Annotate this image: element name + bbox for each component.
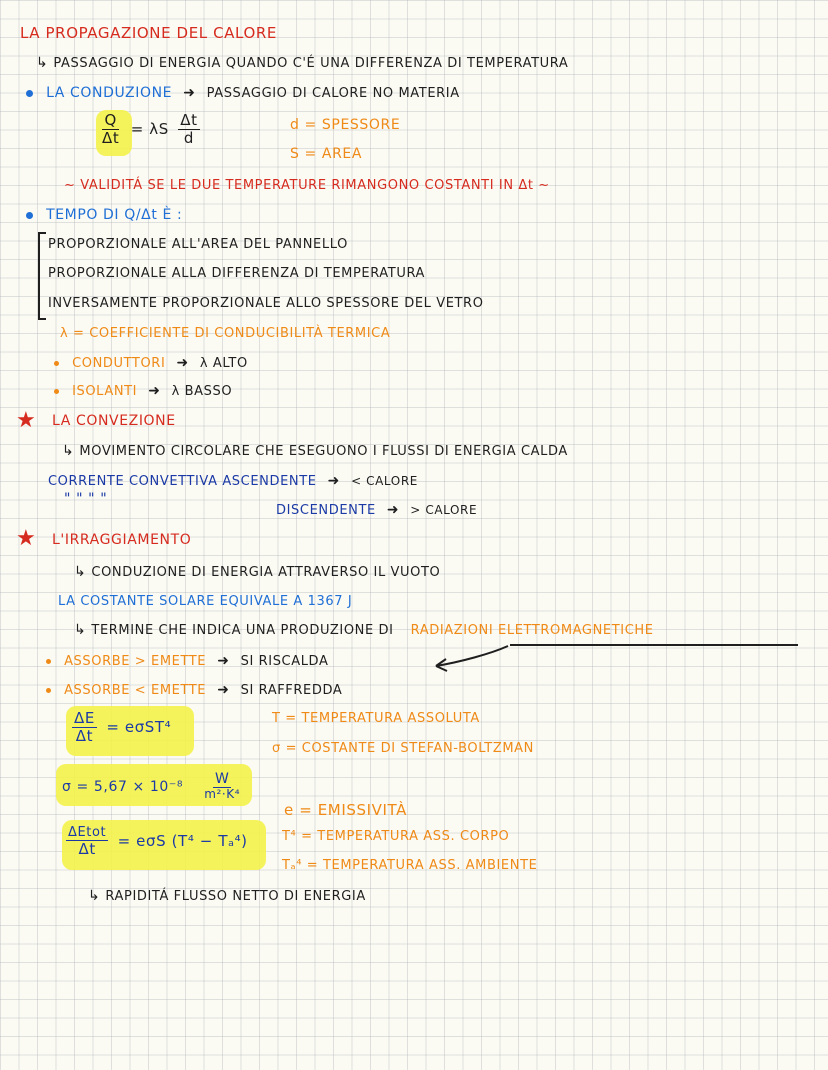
d-definition: d = SPESSORE (290, 117, 401, 133)
isolanti-line (54, 384, 232, 398)
convezione-desc-line (62, 444, 568, 458)
conduzione-label: LA CONDUZIONE (46, 85, 173, 101)
return-arrow-icon: ↳ (74, 564, 87, 580)
net-flux-formula (66, 826, 248, 858)
isolanti-label: ISOLANTI (72, 384, 138, 399)
conduttori-line (54, 356, 248, 370)
conduction-formula (100, 112, 200, 146)
return-arrow-icon: ↳ (36, 55, 49, 71)
right-arrow-icon: ➜ (176, 355, 189, 371)
prop-item: PROPORZIONALE ALL'AREA DEL PANNELLO (48, 237, 348, 252)
page-title: LA PROPAGAZIONE DEL CALORE (20, 24, 277, 42)
formula-num: ΔE (74, 709, 95, 727)
ditto-marks: " " " " (64, 491, 108, 507)
right-arrow-icon: ➜ (327, 473, 340, 489)
prop-item: PROPORZIONALE ALLA DIFFERENZA DI TEMPERATURA (48, 266, 426, 281)
ascendente-value: < CALORE (351, 474, 418, 488)
assorbe2-label: ASSORBE < EMETTE (64, 683, 207, 698)
radiazioni-text: RADIAZIONI ELETTROMAGNETICHE (410, 623, 654, 638)
costante-solare: LA COSTANTE SOLARE EQUIVALE A 1367 J (58, 594, 353, 609)
corrente-line (48, 474, 418, 488)
e-definition: e = EMISSIVITÀ (284, 801, 407, 819)
formula-eq: = λS (130, 119, 169, 138)
stefan-formula (72, 710, 171, 744)
conduttori-value: λ ALTO (199, 356, 248, 371)
rapidita-text: RAPIDITÁ FLUSSO NETTO DI ENERGIA (105, 889, 366, 904)
formula-num2: Δt (180, 111, 198, 129)
formula-num: ΔEtot (68, 825, 107, 840)
tempo-line (26, 208, 182, 222)
tempo-label: TEMPO DI Q/Δt È : (46, 207, 183, 223)
bracket-mark (38, 232, 46, 320)
unit-num: W (214, 771, 230, 787)
termine-text: TERMINE CHE INDICA UNA PRODUZIONE DI (91, 623, 394, 638)
right-arrow-icon: ➜ (386, 502, 400, 518)
conduzione-line (26, 86, 460, 100)
underline-mark (510, 644, 798, 646)
intro-line (36, 56, 568, 70)
star-icon: ★ (16, 408, 37, 433)
sigma-value-line (62, 772, 242, 802)
formula-den: Δt (102, 128, 120, 147)
return-arrow-icon: ↳ (74, 622, 87, 638)
rapidita-line (88, 889, 366, 903)
ta-definition: Tₐ⁴ = TEMPERATURA ASS. AMBIENTE (282, 858, 538, 873)
right-arrow-icon: ➜ (148, 383, 161, 399)
return-arrow-icon: ↳ (88, 888, 101, 904)
return-arrow-icon: ↳ (62, 443, 75, 459)
isolanti-value: λ BASSO (171, 384, 233, 399)
conduttori-label: CONDUTTORI (72, 356, 166, 371)
formula-num: Q (104, 111, 117, 129)
right-arrow-icon: ➜ (217, 653, 230, 669)
validity-note: ~ VALIDITÁ SE LE DUE TEMPERATURE RIMANGONO COSTANTI IN Δt ~ (64, 178, 550, 193)
formula-rhs: = eσST⁴ (106, 717, 172, 736)
sigma-value: σ = 5,67 × 10⁻⁸ (62, 778, 184, 795)
sigma-definition: σ = COSTANTE DI STEFAN-BOLTZMAN (272, 741, 534, 756)
curved-arrow-icon (430, 640, 510, 674)
discendente-value: > CALORE (410, 503, 478, 517)
assorbe1-label: ASSORBE > EMETTE (64, 654, 207, 669)
right-arrow-icon: ➜ (183, 85, 196, 101)
unit-den: m²·K⁴ (204, 787, 241, 802)
assorbe2-value: SI RAFFREDDA (240, 683, 343, 698)
convezione-desc: MOVIMENTO CIRCOLARE CHE ESEGUONO I FLUSSI DI ENERGIA CALDA (79, 444, 568, 459)
bullet-icon (54, 361, 59, 366)
bullet-icon (54, 389, 59, 394)
formula-den: Δt (75, 726, 94, 745)
assorbe1-line (46, 654, 328, 668)
bullet-icon (46, 688, 51, 693)
discendente-label: DISCENDENTE (276, 503, 376, 518)
corrente-label: CORRENTE CONVETTIVA ASCENDENTE (48, 474, 317, 489)
assorbe1-value: SI RISCALDA (240, 654, 329, 669)
convezione-label: LA CONVEZIONE (52, 413, 176, 429)
formula-rhs: = eσS (T⁴ − Tₐ⁴) (117, 832, 248, 851)
s-definition: S = AREA (290, 146, 363, 162)
star-icon: ★ (16, 526, 37, 551)
t4-definition: T⁴ = TEMPERATURA ASS. CORPO (282, 829, 510, 844)
conduzione-desc: PASSAGGIO DI CALORE NO MATERIA (206, 86, 460, 101)
t-definition: T = TEMPERATURA ASSOLUTA (272, 711, 480, 726)
termine-line (74, 623, 654, 637)
right-arrow-icon: ➜ (217, 682, 230, 698)
irraggiamento-desc-line (74, 565, 440, 579)
irraggiamento-label: L'IRRAGGIAMENTO (52, 532, 192, 548)
assorbe2-line (46, 683, 342, 697)
intro-text: PASSAGGIO DI ENERGIA QUANDO C'É UNA DIFFERENZA DI TEMPERATURA (53, 56, 569, 71)
prop-item: INVERSAMENTE PROPORZIONALE ALLO SPESSORE DEL VETRO (48, 296, 484, 311)
bullet-icon (26, 90, 33, 97)
formula-den2: d (183, 128, 194, 147)
discendente-line (276, 503, 477, 517)
bullet-icon (26, 212, 33, 219)
irraggiamento-desc: CONDUZIONE DI ENERGIA ATTRAVERSO IL VUOTO (91, 565, 441, 580)
formula-den: Δt (78, 840, 96, 859)
lambda-definition: λ = COEFFICIENTE DI CONDUCIBILITÀ TERMICA (60, 326, 391, 341)
bullet-icon (46, 659, 51, 664)
